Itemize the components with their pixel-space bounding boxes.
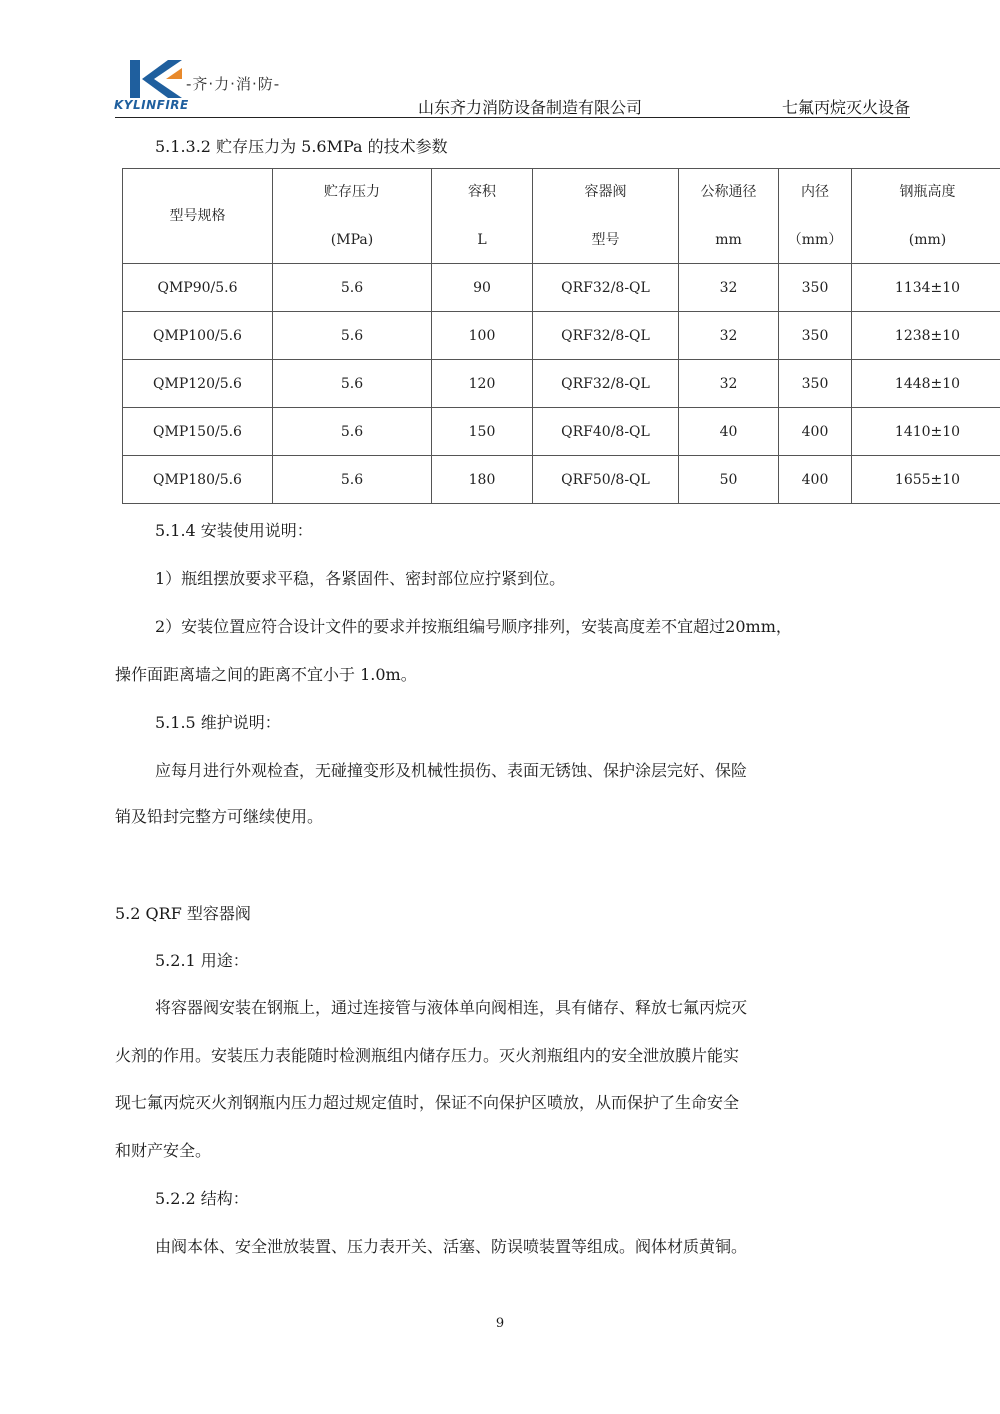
spec-table (122, 168, 1000, 504)
paragraph-line: 现七氟丙烷灭火剂钢瓶内压力超过规定值时，保证不向保护区喷放，从而保护了生命安全 (115, 1093, 740, 1112)
table-cell: 5.6 (273, 264, 432, 312)
page-number: 9 (495, 1316, 505, 1331)
table-header-row (123, 169, 1000, 264)
table-row (123, 456, 1000, 504)
table-cell: 40 (679, 408, 779, 456)
header-cell-volume: 容积 L (432, 169, 533, 264)
table-cell: 50 (679, 456, 779, 504)
paragraph-line: 应每月进行外观检查，无碰撞变形及机械性损伤、表面无锈蚀、保护涂层完好、保险 (155, 761, 748, 780)
table-cell: 5.6 (273, 456, 432, 504)
paragraph-line: 由阀本体、安全泄放装置、压力表开关、活塞、防误喷装置等组成。阀体材质黄铜。 (155, 1237, 748, 1256)
table-cell: QMP90/5.6 (123, 264, 273, 312)
table-cell: 350 (779, 360, 852, 408)
table-cell: QRF50/8-QL (533, 456, 679, 504)
table-cell: 180 (432, 456, 533, 504)
table-cell: QMP180/5.6 (123, 456, 273, 504)
kylinfire-logo-icon (128, 60, 184, 98)
table-cell: 350 (779, 312, 852, 360)
table-cell: QRF32/8-QL (533, 264, 679, 312)
product-title: 七氟丙烷灭火设备 (781, 98, 910, 117)
table-cell: 150 (432, 408, 533, 456)
section-heading-5-1-3-2: 5.1.3.2 贮存压力为 5.6MPa 的技术参数 (155, 137, 448, 156)
header-cell-valve-model: 容器阀 型号 (533, 169, 679, 264)
table-cell: QRF40/8-QL (533, 408, 679, 456)
paragraph-line: 销及铅封完整方可继续使用。 (115, 807, 324, 826)
section-heading-5-1-4: 5.1.4 安装使用说明： (155, 521, 313, 540)
table-row (123, 360, 1000, 408)
table-cell: 5.6 (273, 408, 432, 456)
table-cell: 100 (432, 312, 533, 360)
table-cell: 5.6 (273, 360, 432, 408)
table-cell: 32 (679, 312, 779, 360)
header-cell-cylinder-height: 钢瓶高度 (mm) (852, 169, 1000, 264)
header-cell-model: 型号规格 (123, 169, 273, 264)
table-cell: 350 (779, 264, 852, 312)
table-cell: 1655±10 (852, 456, 1000, 504)
paragraph-line: 2）安装位置应符合设计文件的要求并按瓶组编号顺序排列，安装高度差不宜超过20mm， (155, 617, 792, 636)
header-cell-nominal-diameter: 公称通径 mm (679, 169, 779, 264)
slogan: -齐·力·消·防- (186, 75, 281, 93)
table-cell: QRF32/8-QL (533, 360, 679, 408)
table-cell: 400 (779, 456, 852, 504)
paragraph-line: 1）瓶组摆放要求平稳，各紧固件、密封部位应拧紧到位。 (155, 569, 566, 588)
paragraph-line: 和财产安全。 (115, 1141, 212, 1160)
company-logo (128, 60, 184, 98)
table-cell: 1134±10 (852, 264, 1000, 312)
table-cell: 1410±10 (852, 408, 1000, 456)
table-cell: 32 (679, 360, 779, 408)
paragraph-line: 操作面距离墙之间的距离不宜小于 1.0m。 (115, 665, 417, 684)
header-cell-pressure: 贮存压力 (MPa) (273, 169, 432, 264)
table-cell: 90 (432, 264, 533, 312)
table-row (123, 312, 1000, 360)
table-cell: 120 (432, 360, 533, 408)
section-heading-5-2-2: 5.2.2 结构： (155, 1189, 249, 1208)
section-heading-5-2: 5.2 QRF 型容器阀 (115, 904, 251, 923)
table-cell: QMP100/5.6 (123, 312, 273, 360)
table-cell: QMP150/5.6 (123, 408, 273, 456)
table-cell: QMP120/5.6 (123, 360, 273, 408)
table-cell: 32 (679, 264, 779, 312)
table-cell: 1448±10 (852, 360, 1000, 408)
section-heading-5-1-5: 5.1.5 维护说明： (155, 713, 281, 732)
paragraph-line: 火剂的作用。安装压力表能随时检测瓶组内储存压力。灭火剂瓶组内的安全泄放膜片能实 (115, 1046, 740, 1065)
company-name: 山东齐力消防设备制造有限公司 (418, 98, 643, 117)
logo-wordmark: KYLINFIRE (114, 98, 189, 112)
table-row (123, 408, 1000, 456)
section-heading-5-2-1: 5.2.1 用途： (155, 951, 249, 970)
table-cell: 5.6 (273, 312, 432, 360)
table-cell: 1238±10 (852, 312, 1000, 360)
header-divider (115, 117, 910, 118)
header-cell-inner-diameter: 内径 （mm） (779, 169, 852, 264)
table-cell: QRF32/8-QL (533, 312, 679, 360)
table-cell: 400 (779, 408, 852, 456)
table-row (123, 264, 1000, 312)
paragraph-line: 将容器阀安装在钢瓶上，通过连接管与液体单向阀相连，具有储存、释放七氟丙烷灭 (155, 998, 748, 1017)
